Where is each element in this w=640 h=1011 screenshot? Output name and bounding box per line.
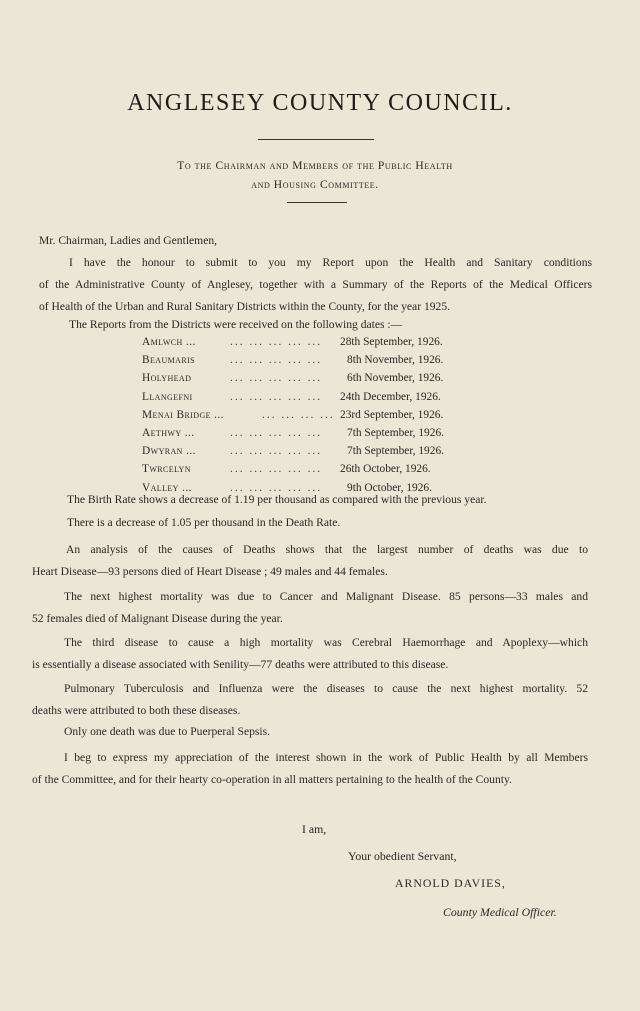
closing-i-am: I am, bbox=[302, 822, 327, 836]
district-row bbox=[142, 427, 502, 445]
cancer-paragraph bbox=[32, 586, 588, 630]
document-title: ANGLESEY COUNTY COUNCIL. bbox=[127, 90, 513, 116]
district-row bbox=[142, 463, 502, 481]
district-name: Twrcelyn bbox=[142, 463, 191, 476]
report-date: 23rd September, 1926. bbox=[340, 408, 444, 421]
birth-rate-paragraph: The Birth Rate shows a decrease of 1.19 per thousand as compared with the previous year. bbox=[67, 493, 487, 506]
thanks-line: of the Committee, and for their hearty co-operation in all matters pertaining to the health of the County. bbox=[32, 773, 512, 786]
report-date: 7th September, 1926. bbox=[347, 445, 444, 458]
tuberculosis-line: Pulmonary Tuberculosis and Influenza were the diseases to cause the next highest mortality. 52 bbox=[64, 682, 588, 695]
leader-dots: ... ... ... ... ... bbox=[230, 426, 323, 439]
report-date: 8th November, 1926. bbox=[347, 354, 444, 367]
leader-dots: ... ... ... ... ... bbox=[230, 354, 323, 367]
district-dates-list bbox=[142, 336, 502, 500]
report-date: 9th October, 1926. bbox=[347, 481, 432, 494]
closing-servant: Your obedient Servant, bbox=[348, 849, 457, 863]
district-row bbox=[142, 409, 502, 427]
leader-dots: ... ... ... ... ... bbox=[230, 445, 323, 458]
tuberculosis-line: deaths were attributed to both these diseases. bbox=[32, 704, 241, 717]
address-rule bbox=[287, 202, 347, 203]
reports-intro: The Reports from the Districts were received on the following dates :— bbox=[69, 318, 403, 331]
district-row bbox=[142, 336, 502, 354]
report-date: 28th September, 1926. bbox=[340, 336, 443, 348]
intro-line: I have the honour to submit to you my Report upon the Health and Sanitary conditions bbox=[69, 256, 592, 269]
intro-paragraph bbox=[39, 252, 592, 318]
third-disease-line: The third disease to cause a high mortality was Cerebral Haemorrhage and Apoplexy—which bbox=[64, 636, 588, 649]
thanks-paragraph bbox=[32, 747, 588, 791]
leader-dots: ... ... ... ... ... bbox=[230, 463, 323, 476]
leader-dots: ... ... ... ... ... bbox=[230, 390, 323, 403]
report-date: 6th November, 1926. bbox=[347, 372, 444, 385]
district-name: Beaumaris bbox=[142, 354, 195, 367]
signatory-name: ARNOLD DAVIES, bbox=[395, 876, 506, 890]
third-disease-paragraph bbox=[32, 632, 588, 676]
district-row bbox=[142, 445, 502, 463]
district-name: Dwyran ... bbox=[142, 445, 196, 458]
report-date: 24th December, 1926. bbox=[340, 390, 441, 403]
intro-line: of the Administrative County of Anglesey, together with a Summary of the Reports of the Medical Officers bbox=[39, 278, 592, 291]
report-date: 26th October, 1926. bbox=[340, 463, 431, 476]
district-name: Aethwy ... bbox=[142, 426, 195, 439]
district-row bbox=[142, 391, 502, 409]
title-rule bbox=[258, 139, 374, 140]
district-name: Valley ... bbox=[142, 481, 192, 494]
leader-dots: ... ... ... ... bbox=[262, 408, 335, 421]
tuberculosis-paragraph bbox=[32, 678, 588, 722]
signatory-role: County Medical Officer. bbox=[443, 905, 557, 919]
analysis-paragraph bbox=[32, 539, 588, 583]
cancer-line: 52 females died of Malignant Disease during the year. bbox=[32, 612, 283, 625]
district-name: Holyhead bbox=[142, 372, 192, 385]
report-date: 7th September, 1926. bbox=[347, 426, 444, 439]
district-name: Menai Bridge ... bbox=[142, 408, 224, 421]
third-disease-line: is essentially a disease associated with Senility—77 deaths were attributed to this disease. bbox=[32, 658, 449, 671]
leader-dots: ... ... ... ... ... bbox=[230, 372, 323, 385]
analysis-line: An analysis of the causes of Deaths shows that the largest number of deaths was due to bbox=[66, 543, 588, 556]
leader-dots: ... ... ... ... ... bbox=[230, 481, 323, 494]
salutation: Mr. Chairman, Ladies and Gentlemen, bbox=[39, 234, 218, 247]
death-rate-paragraph: There is a decrease of 1.05 per thousand in the Death Rate. bbox=[67, 516, 341, 529]
analysis-line: Heart Disease—93 persons died of Heart Disease ; 49 males and 44 females. bbox=[32, 565, 388, 578]
address-line-1: To the Chairman and Members of the Public Health bbox=[177, 160, 453, 172]
district-name: Amlwch ... bbox=[142, 336, 196, 348]
district-name: Llangefni bbox=[142, 390, 193, 403]
cancer-line: The next highest mortality was due to Cancer and Malignant Disease. 85 persons—33 males and bbox=[64, 590, 588, 603]
address-line-2: and Housing Committee. bbox=[251, 179, 379, 191]
district-row bbox=[142, 372, 502, 390]
district-row bbox=[142, 354, 502, 372]
thanks-line: I beg to express my appreciation of the interest shown in the work of Public Health by all Members bbox=[64, 751, 588, 764]
sepsis-paragraph: Only one death was due to Puerperal Sepsis. bbox=[64, 725, 271, 738]
intro-line: of Health of the Urban and Rural Sanitary Districts within the County, for the year 1925. bbox=[39, 300, 451, 313]
leader-dots: ... ... ... ... ... bbox=[230, 336, 323, 348]
